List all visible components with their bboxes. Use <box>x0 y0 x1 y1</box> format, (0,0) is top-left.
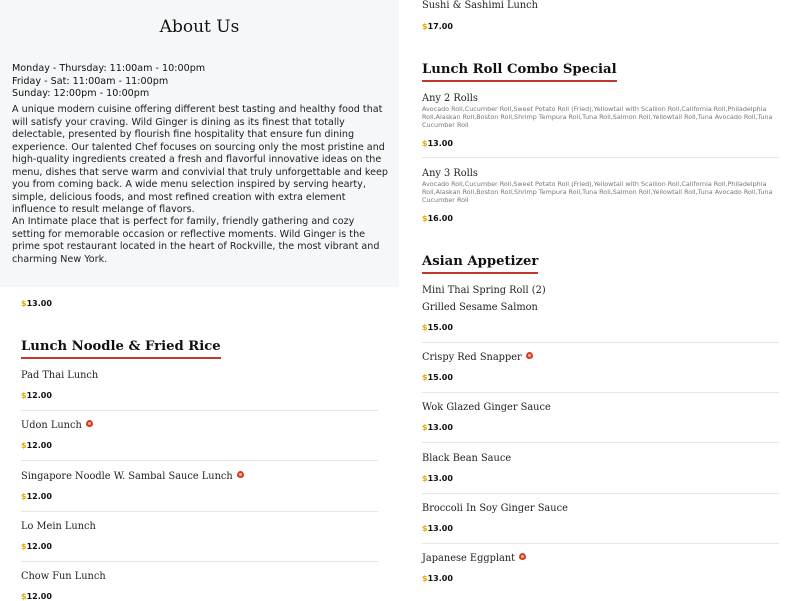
item-price <box>21 542 52 551</box>
menu-item-name[interactable] <box>21 370 98 381</box>
price-value: 13.00 <box>26 299 52 308</box>
about-us-title: About Us <box>159 17 240 37</box>
menu-item-name[interactable] <box>422 402 551 413</box>
item-price <box>422 214 453 223</box>
menu-item-description: Avocado Roll,Cucumber Roll,Sweet Potato Roll (Fried),Yellowtail with Scallion Roll,California Roll,Philadelphia Roll,Alaskan Roll,Boston Roll,Shrimp Tempura Roll,Tuna Roll,Salmon Roll,Yellowtail Roll,Tuna Avocado Roll,Tuna Cucumber Roll <box>422 180 773 205</box>
currency-symbol: $ <box>422 473 428 483</box>
price-value: 13.00 <box>427 473 453 483</box>
currency-symbol: $ <box>21 391 27 400</box>
price-value: 13.00 <box>427 523 453 533</box>
menu-item-name[interactable]: Sushi & Sashimi Lunch <box>422 0 538 11</box>
menu-item-label: Chow Fun Lunch <box>21 571 106 583</box>
menu-item-label: Lo Mein Lunch <box>21 520 96 532</box>
item-price <box>422 474 453 483</box>
item-divider <box>422 493 779 494</box>
price-value: 15.00 <box>427 323 453 332</box>
menu-item-name[interactable] <box>21 471 244 482</box>
item-price <box>422 323 453 332</box>
item-price <box>422 373 453 382</box>
menu-item-label: Pad Thai Lunch <box>21 370 99 381</box>
menu-item-name[interactable] <box>422 553 526 564</box>
item-divider <box>21 460 378 461</box>
about-paragraph-2: An Intimate place that is perfect for family, friendly gathering and cozy setting for memorable occasion or reflective moments. Wild Ginger is the prime spot restaurant located in the heart of Rockville, the most vibrant and charming New York. <box>12 216 380 265</box>
item-divider <box>422 342 779 343</box>
menu-item-label: Broccoli In Soy Ginger Sauce <box>422 502 568 514</box>
about-us-panel <box>0 0 399 287</box>
item-divider <box>21 561 378 562</box>
menu-item-name[interactable] <box>422 352 533 363</box>
menu-item-name[interactable] <box>422 453 511 464</box>
price-value: 13.00 <box>427 423 453 433</box>
price-value: 12.00 <box>26 391 52 400</box>
section-title-noodle: Lunch Noodle & Fried Rice <box>21 339 221 359</box>
price-value: 12.00 <box>26 441 52 451</box>
price-value: 17.00 <box>427 22 453 31</box>
price-value: 12.00 <box>26 592 52 601</box>
currency-symbol: $ <box>422 323 428 332</box>
item-divider <box>21 410 378 411</box>
opening-hours <box>12 63 205 101</box>
currency-symbol: $ <box>422 214 428 223</box>
item-price <box>422 423 453 432</box>
menu-item-name[interactable]: Any 3 Rolls <box>422 168 478 179</box>
item-divider <box>21 511 378 512</box>
menu-item-name-secondary[interactable]: Grilled Sesame Salmon <box>422 302 538 313</box>
price-value: 13.00 <box>427 139 453 148</box>
menu-item-label: Singapore Noodle W. Sambal Sauce Lunch <box>21 470 233 482</box>
item-price <box>422 22 453 31</box>
item-price <box>422 574 453 583</box>
hours-sunday: Sunday: 12:00pm - 10:00pm <box>12 88 150 100</box>
currency-symbol: $ <box>21 441 27 451</box>
price-value: 12.00 <box>26 541 52 551</box>
currency-symbol: $ <box>422 139 428 148</box>
menu-item-description: Avocado Roll,Cucumber Roll,Sweet Potato Roll (Fried),Yellowtail with Scallion Roll,California Roll,Philadelphia Roll,Alaskan Roll,Boston Roll,Shrimp Tempura Roll,Tuna Roll,Salmon Roll,Yellowtail Roll,Tuna Avocado Roll,Tuna Cucumber Roll <box>422 105 773 130</box>
currency-symbol: $ <box>422 22 428 31</box>
item-price <box>21 492 52 501</box>
currency-symbol: $ <box>21 299 27 308</box>
hours-weekday: Monday - Thursday: 11:00am - 10:00pm <box>12 63 206 74</box>
currency-symbol: $ <box>21 491 27 501</box>
menu-item-name[interactable]: Mini Thai Spring Roll (2) <box>422 285 546 296</box>
menu-item-name[interactable] <box>21 571 106 582</box>
menu-item-name[interactable] <box>422 503 568 514</box>
item-divider <box>422 392 779 393</box>
currency-symbol: $ <box>21 592 27 601</box>
price-value: 16.00 <box>427 214 453 223</box>
item-divider <box>422 543 779 544</box>
menu-item-label: Wok Glazed Ginger Sauce <box>422 402 551 414</box>
item-price <box>21 391 52 400</box>
currency-symbol: $ <box>422 423 428 433</box>
currency-symbol: $ <box>21 541 27 551</box>
spicy-chili-icon <box>519 553 526 560</box>
currency-symbol: $ <box>422 574 428 584</box>
price-value: 13.00 <box>427 574 453 584</box>
section-title-appetizer: Asian Appetizer <box>422 254 538 274</box>
hours-weekend: Friday - Sat: 11:00am - 11:00pm <box>12 75 169 87</box>
about-paragraph-1: A unique modern cuisine offering different best tasting and healthy food that will satisfy your craving. Wild Ginger is dining as its finest that totally delectable, presented by flourish fine hospitality that ensure fun dining experience. Our talented Chef focuses on sourcing only the most pristine and high-quality ingredients created a fresh and flavorful innovative ideas on the menu, dishes that serve warm and convivial that truly unforgettable and keep you from coming back. A wide menu selection inspired by serving hearty, simple, delicious foods, and most refined creation with extra element influence to result melange of flavors. <box>12 104 389 215</box>
spicy-chili-icon <box>526 352 533 359</box>
menu-item-label: Crispy Red Snapper <box>422 352 522 363</box>
currency-symbol: $ <box>422 373 428 382</box>
menu-item-label: Black Bean Sauce <box>422 452 512 464</box>
spicy-chili-icon <box>237 471 244 478</box>
spicy-chili-icon <box>86 420 93 427</box>
price-value: 15.00 <box>427 373 453 382</box>
currency-symbol: $ <box>422 523 428 533</box>
item-divider <box>422 157 779 158</box>
menu-item-label: Japanese Eggplant <box>422 553 516 565</box>
item-price <box>21 441 52 450</box>
item-price <box>21 299 52 308</box>
menu-item-name[interactable] <box>21 521 96 532</box>
item-divider <box>422 442 779 443</box>
menu-item-label: Udon Lunch <box>21 420 82 432</box>
section-title-combo: Lunch Roll Combo Special <box>422 62 617 82</box>
item-price <box>422 139 453 148</box>
price-value: 12.00 <box>26 491 52 501</box>
item-price <box>422 524 453 533</box>
menu-item-name[interactable] <box>21 420 93 431</box>
menu-item-name[interactable]: Any 2 Rolls <box>422 93 478 104</box>
